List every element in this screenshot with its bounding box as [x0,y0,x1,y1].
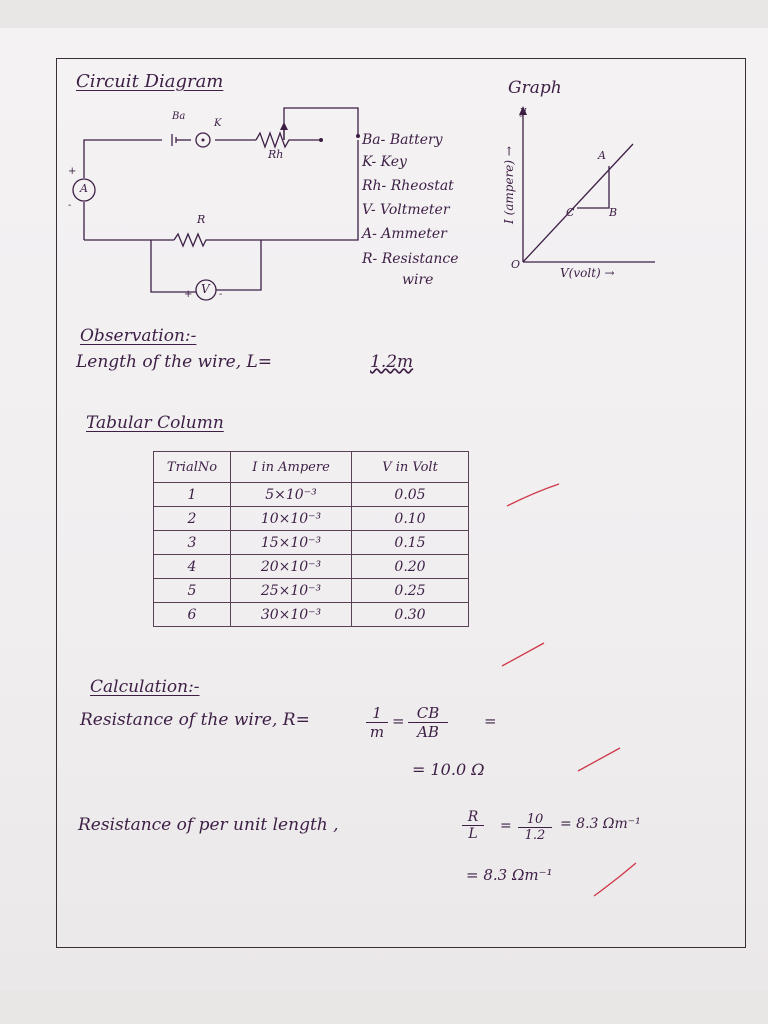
current-cell: 20×10⁻³ [231,555,352,579]
voltage-cell: 0.05 [352,483,469,507]
ammeter-plus: + [68,166,77,177]
observation-table [153,451,469,627]
table-row [154,555,469,579]
legend-resistance: R- Resistance [362,251,459,267]
legend-wire: wire [402,272,434,288]
point-c-label: C [566,206,575,219]
key-label: K [214,118,222,129]
per-length-text: Resistance of per unit length , [78,815,339,835]
rheostat-label: Rh [268,148,284,161]
fraction-10-over-1.2 [518,812,552,843]
current-cell: 30×10⁻³ [231,603,352,627]
legend-voltmeter: V- Voltmeter [362,202,450,218]
fraction-numerator: R [467,809,479,825]
header-voltage: V in Volt [352,452,469,483]
voltmeter-symbol: V [201,282,210,296]
length-text: Length of the wire, L= [76,352,273,372]
current-cell: 15×10⁻³ [231,531,352,555]
resistor-label: R [197,213,206,226]
voltage-cell: 0.20 [352,555,469,579]
calculation-heading: Calculation:- [90,677,200,697]
header-trial: TrialNo [154,452,231,483]
ammeter-symbol: A [80,182,88,195]
trial-cell: 1 [154,483,231,507]
header-current: I in Ampere [231,452,352,483]
table-row [154,531,469,555]
table-row [154,603,469,627]
voltmeter-plus: + [184,289,193,300]
voltage-cell: 0.30 [352,603,469,627]
ammeter-minus: - [68,200,72,211]
battery-label: Ba [172,111,186,122]
graph-heading: Graph [508,78,562,98]
legend-ammeter: A- Ammeter [362,226,447,242]
legend-rheostat: Rh- Rheostat [362,178,454,194]
point-b-label: B [609,206,618,219]
tabular-heading: Tabular Column [86,413,224,433]
fraction-numerator: 1 [372,704,382,722]
trial-cell: 6 [154,603,231,627]
table-row [154,579,469,603]
fraction-denominator: AB [408,722,448,741]
resistance-result: = 10.0 Ω [412,760,485,779]
fraction-denominator: m [366,722,388,741]
table-header-row [154,452,469,483]
trial-cell: 2 [154,507,231,531]
per-length-result: = 8.3 Ωm⁻¹ [466,866,553,884]
table-row [154,483,469,507]
current-cell: 10×10⁻³ [231,507,352,531]
voltage-cell: 0.15 [352,531,469,555]
equals-sign-2: = [500,818,512,834]
y-letter: y [520,104,527,117]
voltage-cell: 0.10 [352,507,469,531]
fraction-numerator: CB [416,704,440,722]
legend-key: K- Key [362,154,407,170]
point-a-label: A [598,149,606,162]
x-axis-label: V(volt) → [560,266,615,280]
trial-cell: 5 [154,579,231,603]
graph-origin: O [511,258,521,271]
trial-cell: 3 [154,531,231,555]
voltmeter-minus: - [219,289,223,300]
circuit-diagram [66,100,366,305]
current-cell: 5×10⁻³ [231,483,352,507]
graph-plot [505,100,665,280]
fraction-numerator: 10 [526,812,544,827]
trial-cell: 4 [154,555,231,579]
current-cell: 25×10⁻³ [231,579,352,603]
table-row [154,507,469,531]
legend-battery: Ba- Battery [362,132,443,148]
check-mark-icon [592,860,642,900]
check-mark-icon [505,480,565,510]
length-value: 1.2m [370,352,414,372]
fraction-r-over-l [462,809,484,842]
equals-sign: = [392,712,405,730]
voltage-cell: 0.25 [352,579,469,603]
check-mark-icon [576,745,626,775]
y-axis-label: I (ampere) → [502,146,516,224]
resistance-text: Resistance of the wire, R= [80,710,310,730]
observation-heading: Observation:- [80,326,197,346]
per-length-value: = 8.3 Ωm⁻¹ [560,816,641,832]
fraction-one-over-m [366,704,388,741]
circuit-heading: Circuit Diagram [76,71,224,92]
fraction-denominator: L [462,825,484,842]
equals-sign-trailing: = [484,712,497,730]
fraction-cb-over-ab [408,704,448,741]
fraction-denominator: 1.2 [518,827,552,843]
check-mark-icon [500,640,550,670]
